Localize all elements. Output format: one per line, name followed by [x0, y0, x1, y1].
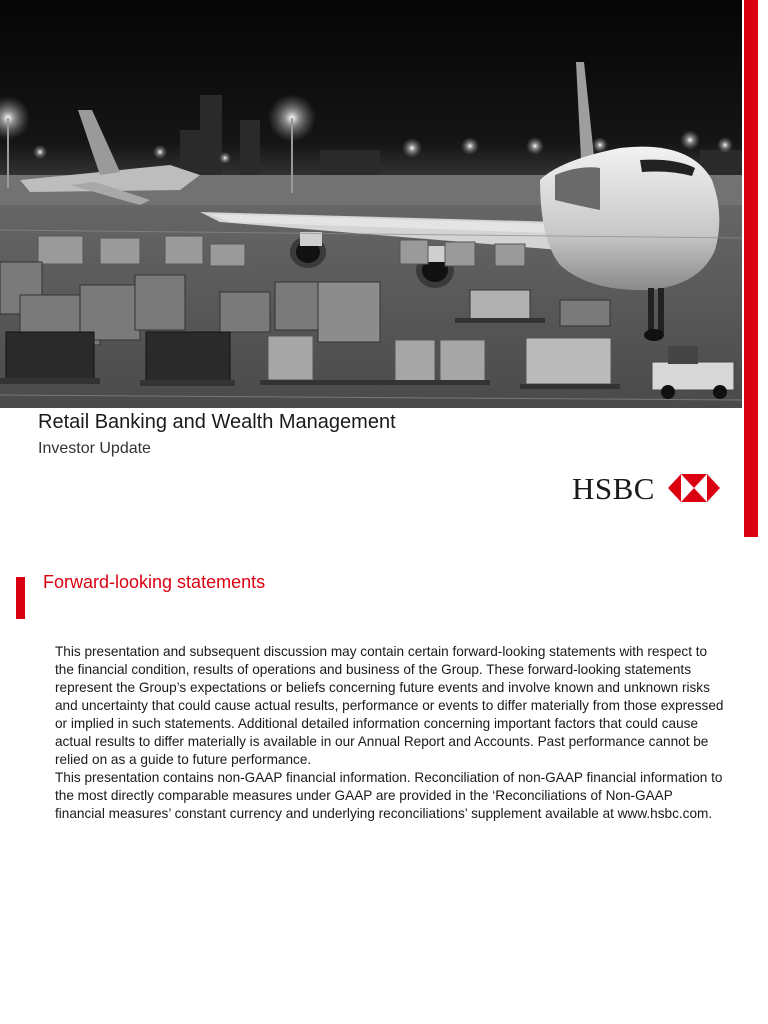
slide-divider	[0, 537, 768, 547]
hero-image	[0, 0, 742, 408]
forward-looking-slide	[0, 547, 768, 1024]
section-heading: Forward-looking statements	[43, 572, 266, 592]
brand-accent-bar	[744, 0, 758, 537]
logo-wordmark: HSBC	[572, 471, 655, 506]
heading-accent-bar	[16, 577, 25, 619]
disclaimer-body	[55, 643, 725, 823]
cover-subtitle: Investor Update	[38, 440, 151, 457]
hexagon-logo-icon	[668, 474, 720, 502]
hsbc-logo	[572, 472, 722, 506]
cover-title: Retail Banking and Wealth Management	[38, 411, 396, 433]
disclaimer-paragraph: This presentation contains non-GAAP financial information. Reconciliation of non-GAAP financial information to the most directly comparable measures under GAAP are provided in the ‘Reconciliations of Non-GAAP financial measures’ constant currency and underlying reconciliations’ supplement available at www.hsbc.com.	[55, 770, 723, 821]
disclaimer-paragraph: This presentation and subsequent discussion may contain certain forward-looking statements with respect to the financial condition, results of operations and business of the Group. These forward-looking statements represent the Group’s expectations or beliefs concerning future events and involve known and unknown risks and uncertainty that could cause actual results, performance or events to differ materially from those expressed or implied in such statements. Additional detailed information concerning important factors that could cause actual results to differ materially is available in our Annual Report and Accounts. Past performance cannot be relied on as a guide to future performance.	[55, 644, 724, 767]
